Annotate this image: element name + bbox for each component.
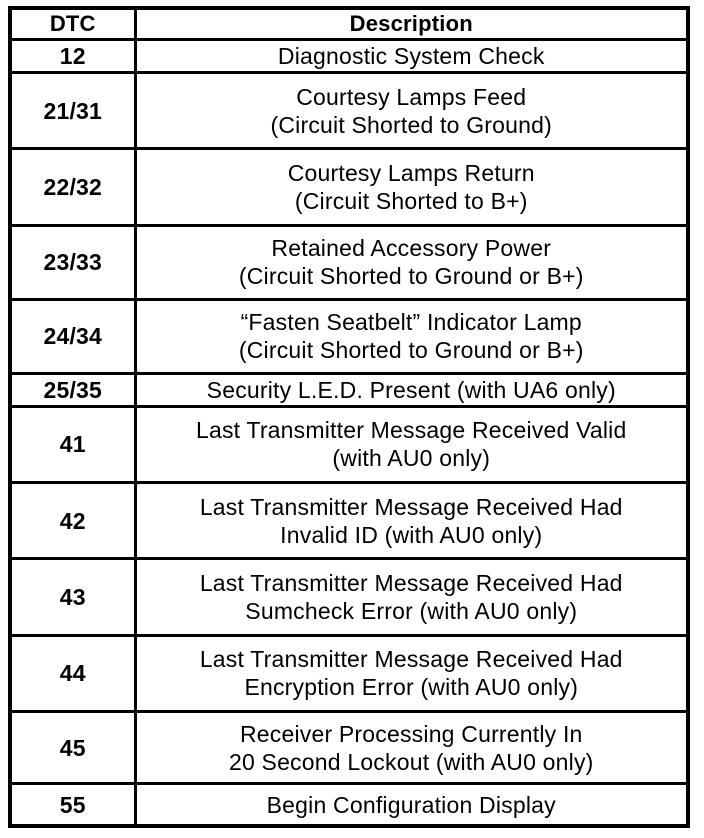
table-row bbox=[12, 149, 686, 225]
dtc-table-frame bbox=[8, 6, 690, 828]
description-line: Diagnostic System Check bbox=[277, 42, 545, 69]
description-line: Last Transmitter Message Received Had bbox=[199, 493, 623, 520]
dtc-code: 21/31 bbox=[12, 72, 135, 148]
dtc-description bbox=[135, 784, 686, 824]
dtc-description bbox=[135, 406, 686, 482]
description-line: 20 Second Lockout (with AU0 only) bbox=[228, 748, 594, 775]
description-line: (Circuit Shorted to Ground) bbox=[270, 111, 552, 138]
dtc-description bbox=[135, 225, 686, 299]
dtc-code: 43 bbox=[12, 559, 135, 635]
description-line: Begin Configuration Display bbox=[266, 791, 556, 818]
table-row bbox=[12, 72, 686, 148]
column-header-description: Description bbox=[135, 10, 686, 40]
dtc-code: 41 bbox=[12, 406, 135, 482]
description-line: Courtesy Lamps Return bbox=[287, 159, 535, 186]
description-line: (with AU0 only) bbox=[332, 445, 491, 472]
description-line: Last Transmitter Message Received Valid bbox=[195, 417, 627, 444]
description-line: (Circuit Shorted to Ground or B+) bbox=[238, 337, 584, 364]
dtc-code: 22/32 bbox=[12, 149, 135, 225]
dtc-description bbox=[135, 72, 686, 148]
table-row bbox=[12, 406, 686, 482]
dtc-code: 42 bbox=[12, 483, 135, 559]
dtc-description bbox=[135, 559, 686, 635]
dtc-table bbox=[12, 10, 686, 824]
table-row bbox=[12, 559, 686, 635]
dtc-code: 23/33 bbox=[12, 225, 135, 299]
table-row bbox=[12, 635, 686, 711]
dtc-code: 25/35 bbox=[12, 373, 135, 406]
description-line: “Fasten Seatbelt” Indicator Lamp bbox=[240, 309, 582, 336]
dtc-description bbox=[135, 149, 686, 225]
description-line: Receiver Processing Currently In bbox=[239, 720, 583, 747]
table-row bbox=[12, 712, 686, 784]
dtc-code: 55 bbox=[12, 784, 135, 824]
dtc-code: 44 bbox=[12, 635, 135, 711]
dtc-description bbox=[135, 712, 686, 784]
dtc-description bbox=[135, 483, 686, 559]
description-line: Invalid ID (with AU0 only) bbox=[280, 521, 543, 548]
description-line: Retained Accessory Power bbox=[271, 235, 552, 262]
table-row bbox=[12, 40, 686, 73]
table-row bbox=[12, 373, 686, 406]
dtc-description bbox=[135, 299, 686, 373]
dtc-description bbox=[135, 635, 686, 711]
table-row bbox=[12, 225, 686, 299]
description-line: (Circuit Shorted to B+) bbox=[294, 187, 528, 214]
table-row bbox=[12, 784, 686, 824]
description-line: Sumcheck Error (with AU0 only) bbox=[245, 598, 578, 625]
description-line: Courtesy Lamps Feed bbox=[296, 83, 527, 110]
dtc-code: 24/34 bbox=[12, 299, 135, 373]
table-row bbox=[12, 483, 686, 559]
dtc-description bbox=[135, 40, 686, 73]
description-line: Last Transmitter Message Received Had bbox=[199, 646, 623, 673]
description-line: Security L.E.D. Present (with UA6 only) bbox=[206, 376, 616, 403]
dtc-code: 45 bbox=[12, 712, 135, 784]
description-line: Last Transmitter Message Received Had bbox=[199, 570, 623, 597]
column-header-dtc: DTC bbox=[12, 10, 135, 40]
dtc-code: 12 bbox=[12, 40, 135, 73]
dtc-description bbox=[135, 373, 686, 406]
description-line: Encryption Error (with AU0 only) bbox=[244, 674, 579, 701]
table-header-row bbox=[12, 10, 686, 40]
description-line: (Circuit Shorted to Ground or B+) bbox=[238, 263, 584, 290]
table-row bbox=[12, 299, 686, 373]
